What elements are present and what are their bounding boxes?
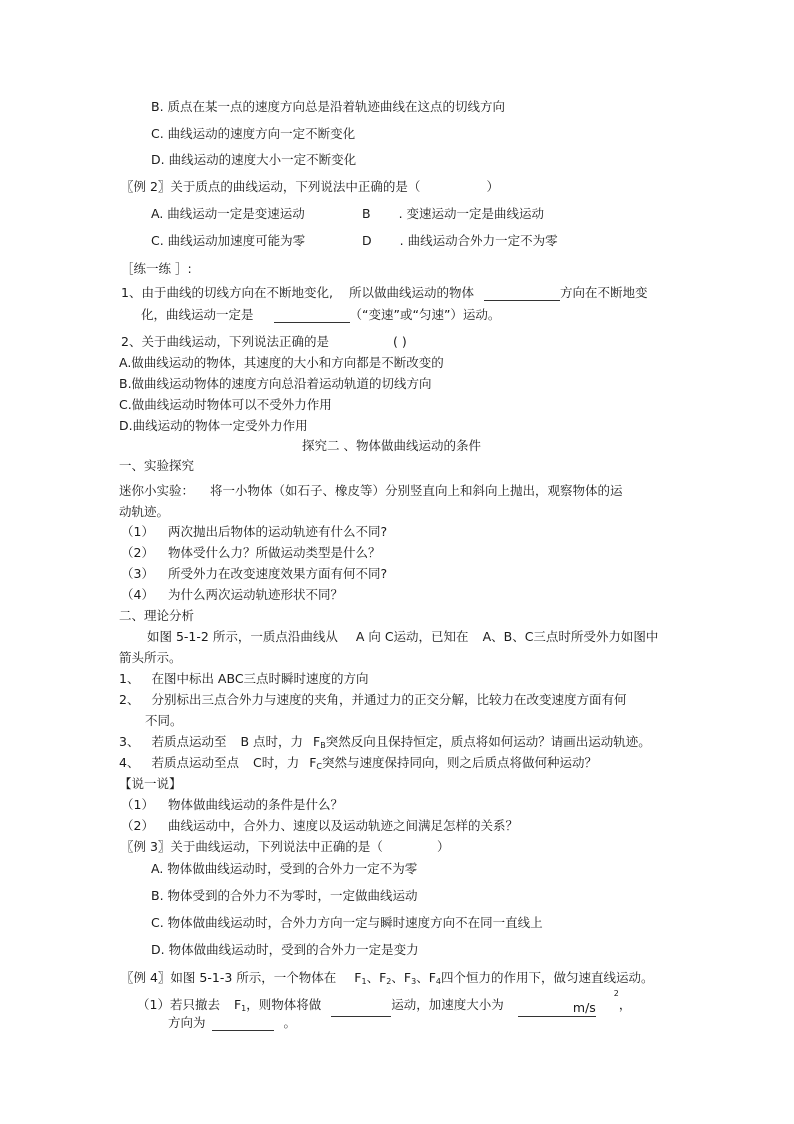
force-f4: F [428, 970, 436, 985]
theory-text-c: A、B、C三点时所受外力如图中 [482, 629, 659, 644]
ex4-part1-line2 [168, 1015, 296, 1031]
practice-q2-paren: ( ) [392, 334, 407, 349]
ex3-option-a: A. 物体做曲线运动时，受到的合外力一定不为零 [151, 861, 418, 876]
theory-text-a: 如图 5-1-2 所示，一质点沿曲线从 [147, 629, 338, 644]
theory-task-3-number: 3、 [119, 734, 140, 749]
say-q2 [121, 818, 518, 834]
theory-line1 [147, 629, 658, 645]
ex1-option-d: D. 曲线运动的速度大小一定不断变化 [151, 152, 357, 167]
say-q1 [121, 797, 343, 813]
practice-q2-text: 2、关于曲线运动，下列说法正确的是 [121, 334, 329, 349]
mini-experiment-line2: 动轨迹。 [119, 504, 170, 519]
practice-q2-option-c: C.做曲线运动时物体可以不受外力作用 [119, 397, 332, 412]
say-q2-number: （2） [121, 818, 154, 833]
practice-q1-line2 [141, 307, 500, 323]
ex4-period: 。 [283, 1015, 297, 1030]
force-f3-subscript: 3 [411, 977, 417, 986]
section2-title: 探究二 、物体做曲线运动的条件 [302, 438, 481, 453]
ex4-acceleration-blank[interactable] [518, 1000, 596, 1017]
theory-task-1-text: 在图中标出 ABC三点时瞬时速度的方向 [151, 671, 369, 686]
theory-task-4-text-a: 若质点运动至点 [151, 755, 239, 770]
theory-task-1-number: 1、 [119, 671, 140, 686]
say-q2-text: 曲线运动中，合外力、速度以及运动轨迹之间满足怎样的关系？ [167, 818, 518, 833]
theory-task-4 [119, 755, 597, 775]
experiment-q1-text: 两次抛出后物体的运动轨迹有什么不同? [167, 524, 388, 539]
force-f1-removed: F [233, 997, 242, 1013]
say-heading: 【说一说】 [119, 776, 182, 791]
acceleration-unit: m/s [572, 1000, 596, 1016]
experiment-q2-text: 物体受什么力？所做运动类型是什么？ [167, 545, 381, 560]
practice-q1-line2b: （“变速”或“匀速”）运动。 [349, 307, 501, 322]
practice-q1-part1: 1、由于曲线的切线方向在不断地变化, [121, 285, 333, 300]
practice-q2-option-b: B.做曲线运动物体的速度方向总沿着运动轨道的切线方向 [119, 376, 432, 391]
say-q1-number: （1） [121, 797, 154, 812]
force-f2-subscript: 2 [386, 977, 392, 986]
force-fb-symbol: F [313, 734, 321, 749]
ex2-close-paren: ） [486, 179, 499, 194]
theory-task-4-number: 4、 [119, 755, 140, 770]
theory-task-3-text-c: 突然反向且保持恒定，质点将如何运动？请画出运动轨迹。 [325, 734, 651, 749]
ex4-part1-text-b: ，则物体将做 [246, 997, 322, 1013]
theory-task-2-text: 分别标出三点合外力与速度的夹角，并通过力的正交分解，比较力在改变速度方面有何 [151, 692, 627, 707]
force-f3: F [403, 970, 412, 985]
practice-q1-part2: 所以做曲线运动的物体 [348, 285, 474, 300]
ex4-direction-label: 方向为 [168, 1015, 206, 1030]
ex2-option-b-letter: B [362, 206, 371, 221]
force-f4-subscript: 4 [435, 977, 441, 986]
force-f1-subscript: 1 [361, 977, 367, 986]
separator-1: 、 [366, 970, 380, 985]
force-f2: F [379, 970, 387, 985]
ex2-option-b-text: . 变速运动一定是曲线运动 [398, 206, 545, 221]
ex3-close-paren: ） [436, 839, 450, 854]
ex3-option-b: B. 物体受到的合外力不为零时，一定做曲线运动 [151, 888, 418, 903]
ex4-part1-line1 [137, 989, 632, 1017]
ex4-part1-text-a: （1）若只撤去 [137, 997, 220, 1013]
theory-task-2 [119, 692, 626, 708]
theory-task-4-text-c: 突然与速度保持同向，则之后质点将做何种运动？ [322, 755, 598, 770]
practice-q2-option-a: A.做曲线运动的物体，其速度的大小和方向都是不断改变的 [119, 355, 444, 370]
theory-task-2-cont: 不同。 [145, 713, 183, 728]
theory-task-2-number: 2、 [119, 692, 140, 707]
theory-task-3-text-b: B 点时，力 [240, 734, 304, 749]
ex2-option-d-text: . 曲线运动合外力一定不为零 [399, 233, 558, 248]
experiment-q3 [121, 566, 387, 582]
theory-text-b: A 向 C运动，已知在 [355, 629, 469, 644]
experiment-q4-text: 为什么两次运动轨迹形状不同？ [167, 587, 343, 602]
ex4-direction-blank[interactable] [212, 1017, 274, 1031]
ex4-part1-text-c: 运动，加速度大小为 [391, 997, 504, 1013]
experiment-q2-number: （2） [121, 545, 154, 560]
experiment-q1 [121, 524, 387, 540]
theory-task-3-text-a: 若质点运动至 [151, 734, 227, 749]
practice-q1-line1 [121, 285, 647, 301]
practice-q2 [121, 334, 407, 350]
ex2-option-d [362, 233, 558, 249]
ex2-option-b [362, 206, 544, 222]
theory-task-1 [119, 671, 369, 687]
force-fc-symbol: F [309, 755, 317, 770]
say-q1-text: 物体做曲线运动的条件是什么？ [167, 797, 343, 812]
practice-q1-line2a: 化，曲线运动一定是 [141, 307, 254, 322]
mini-experiment-line1 [119, 483, 623, 499]
experiment-q3-text: 所受外力在改变速度效果方面有何不同? [167, 566, 388, 581]
practice-q1-blank-1[interactable] [484, 287, 560, 301]
force-f1: F [354, 970, 362, 985]
ex1-option-b: B. 质点在某一点的速度方向总是沿着轨迹曲线在这点的切线方向 [151, 99, 506, 114]
section2-part2-heading: 二、理论分析 [119, 608, 195, 623]
section2-part1-heading: 一、实验探究 [119, 458, 195, 473]
separator-3: 、 [416, 970, 429, 985]
experiment-q2 [121, 545, 380, 561]
ex3-option-d: D. 物体做曲线运动时，受到的合外力一定是变力 [151, 942, 419, 957]
experiment-q1-number: （1） [121, 524, 154, 539]
theory-task-4-text-b: C时，力 [252, 755, 300, 770]
practice-q2-option-d: D.曲线运动的物体一定受外力作用 [119, 418, 308, 433]
ex2-option-c: C. 曲线运动加速度可能为零 [151, 233, 306, 248]
experiment-q4-number: （4） [121, 587, 154, 602]
practice-q1-part3: 方向在不断地变 [559, 285, 648, 300]
ex4-motion-blank[interactable] [331, 1003, 391, 1017]
ex1-option-c: C. 曲线运动的速度方向一定不断变化 [151, 126, 356, 141]
practice-heading: ［练一练 ］: [121, 261, 192, 276]
separator-2: 、 [391, 970, 404, 985]
ex2-question [121, 179, 499, 195]
theory-task-3 [119, 734, 651, 754]
ex4-question-text-a: 〖例 4〗如图 5-1-3 所示，一个物体在 [121, 970, 337, 985]
ex3-question-text: 〖例 3〗关于曲线运动，下列说法中正确的是（ [121, 839, 383, 854]
experiment-q4 [121, 587, 343, 603]
force-fc-subscript: C [316, 762, 322, 771]
ex2-question-text: 〖例 2〗关于质点的曲线运动，下列说法中正确的是（ [121, 179, 421, 194]
ex3-question [121, 839, 449, 855]
ex3-option-c: C. 物体做曲线运动时，合外力方向一定与瞬时速度方向不在同一直线上 [151, 915, 543, 930]
force-fb-subscript: B [320, 741, 326, 750]
ex4-question [121, 970, 654, 990]
theory-line2: 箭头所示。 [119, 650, 182, 665]
ex2-option-a: A. 曲线运动一定是变速运动 [151, 206, 305, 221]
force-f1-removed-subscript: 1 [241, 1004, 247, 1014]
ex4-comma: ， [618, 997, 632, 1013]
ex2-option-d-letter: D [362, 233, 372, 248]
unit-exponent: 2 [613, 989, 619, 998]
mini-experiment-label: 迷你小实验： [119, 483, 195, 498]
practice-q1-blank-2[interactable] [274, 309, 350, 323]
experiment-q3-number: （3） [121, 566, 154, 581]
ex4-question-text-b: 四个恒力的作用下，做匀速直线运动。 [441, 970, 654, 985]
mini-experiment-text: 将一小物体（如石子、橡皮等）分别竖直向上和斜向上抛出，观察物体的运 [210, 483, 623, 498]
